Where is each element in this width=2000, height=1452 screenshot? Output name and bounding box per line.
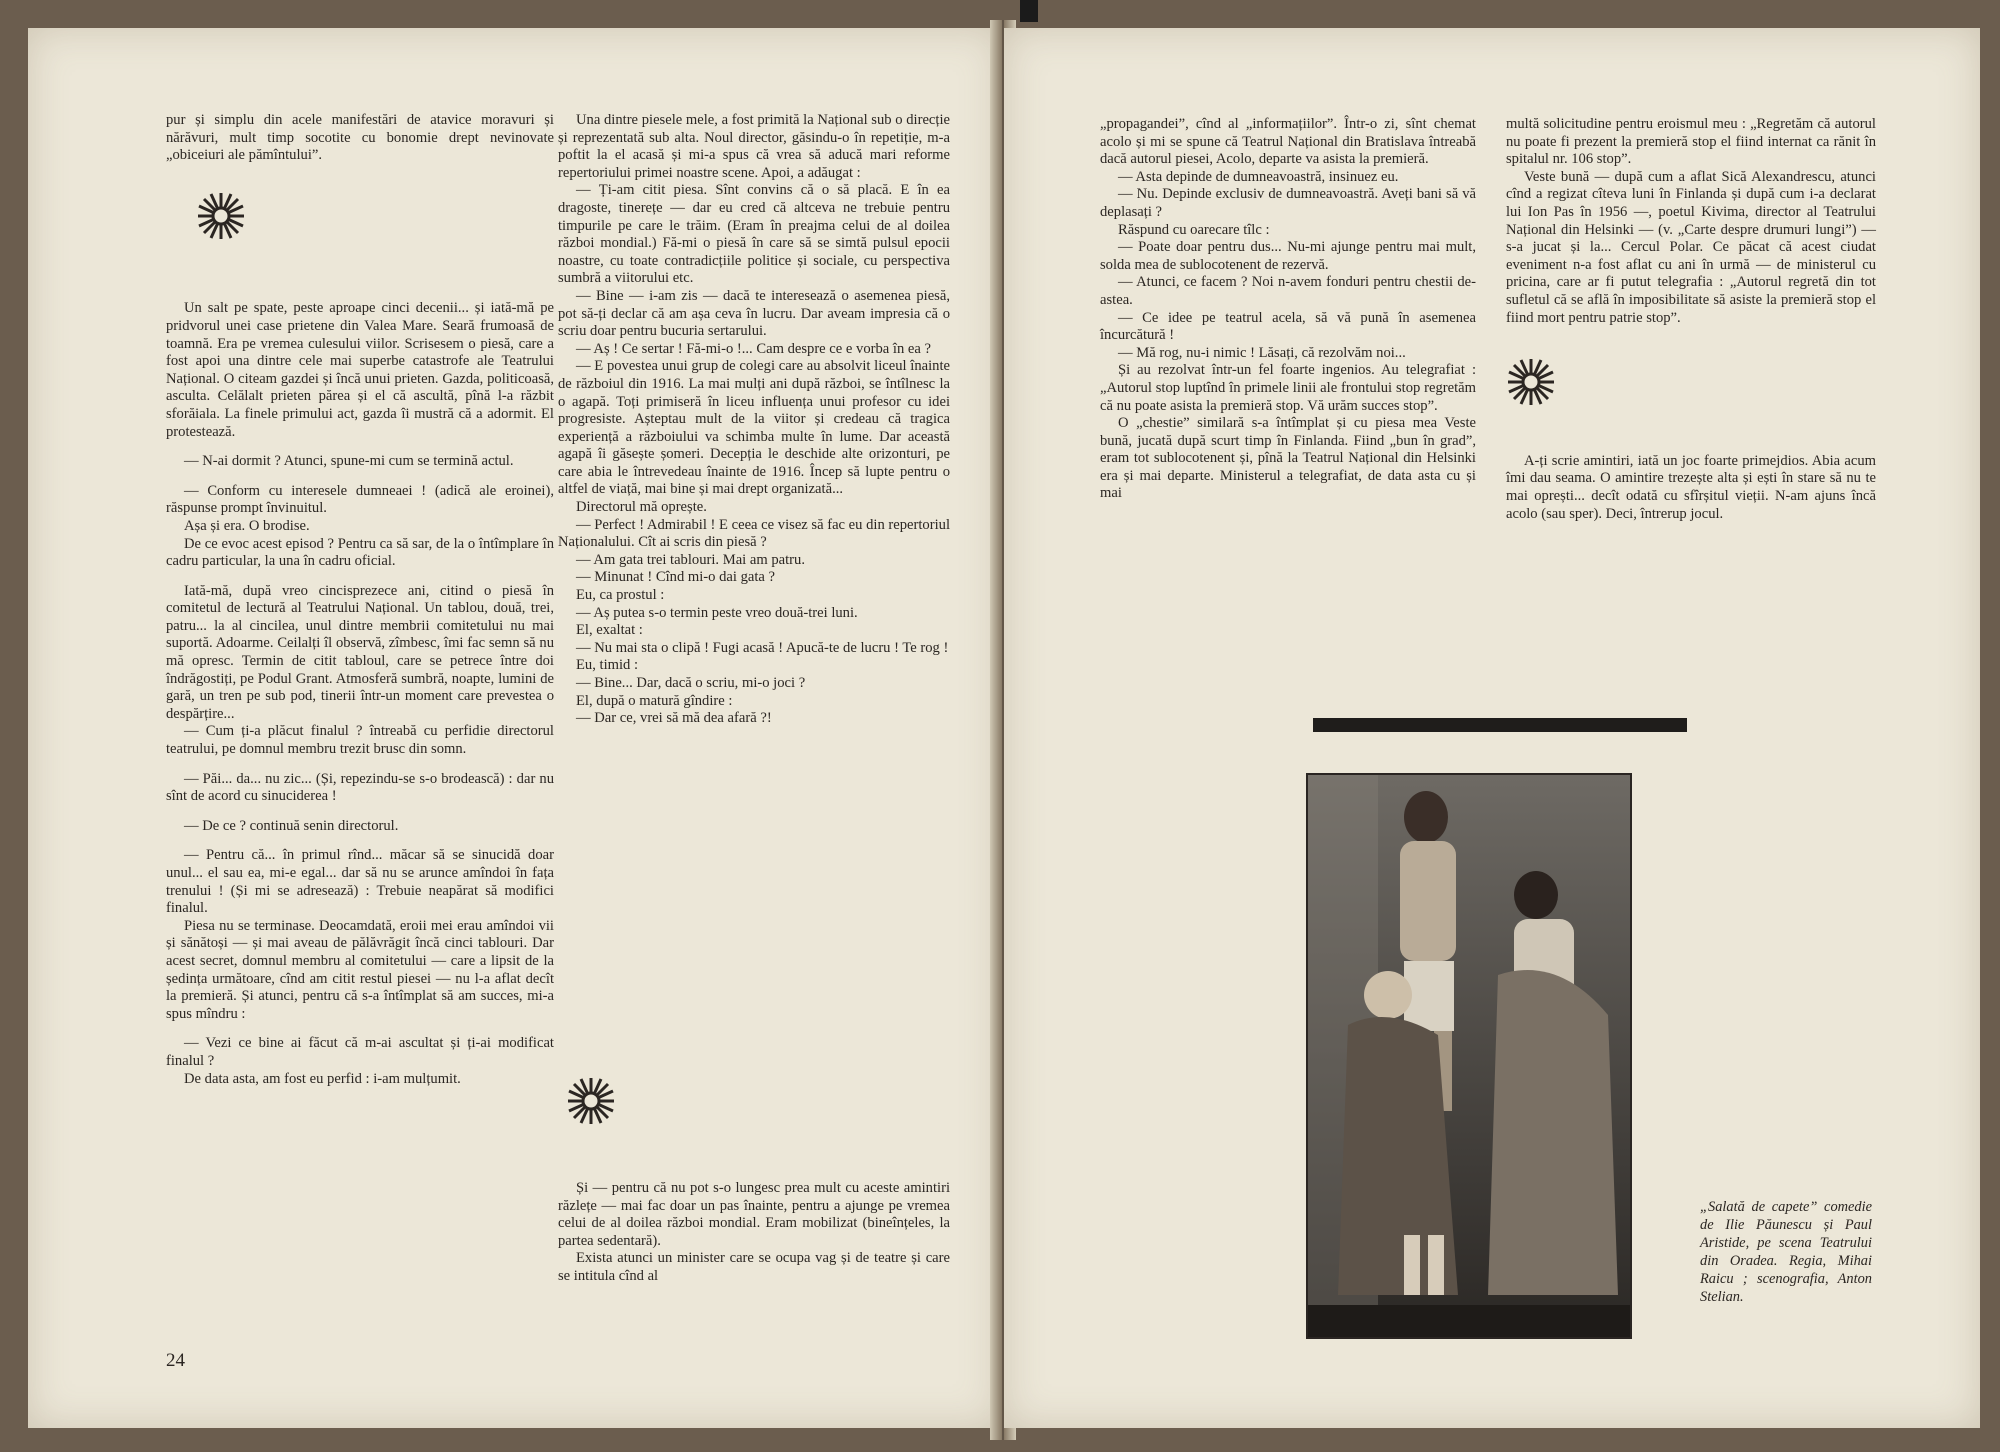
page-number: 24 — [166, 1350, 185, 1371]
paragraph: — Poate doar pentru dus... Nu-mi ajunge pentru mai mult, solda mea de sublocotenent de rezervă. — [1100, 239, 1476, 273]
paragraph: Așa și era. O brodise. — [184, 517, 310, 534]
paragraph: — N-ai dormit ? Atunci, spune-mi cum se termină actul. — [184, 453, 514, 470]
paragraph: Și — pentru că nu pot s-o lungesc prea mult cu aceste amintiri răzlețe — mai fac doar un pas înainte, pentru a ajunge pe vremea celui de al doilea război mondial. Eram mobilizat (bineînțeles, la partea sedentară). — [558, 1180, 950, 1249]
paragraph: El, exaltat : — [576, 622, 643, 639]
paragraph: — Mă rog, nu-i nimic ! Lăsați, că rezolvăm noi... — [1118, 344, 1406, 361]
paragraph: Directorul mă oprește. — [576, 499, 707, 516]
paragraph: A-ți scrie amintiri, iată un joc foarte primejdios. Abia acum îmi dau seama. O amintire trezește alta și ești în stare să nu te mai oprești... decît odată cu sfîrșitul vieții. N-am ajuns încă acolo (sau sper). Deci, întrerup jocul. — [1506, 452, 1876, 522]
paragraph: — Nu mai sta o clipă ! Fugi acasă ! Apucă-te de lucru ! Te rog ! — [576, 639, 949, 656]
paragraph: — Am gata trei tablouri. Mai am patru. — [576, 551, 805, 568]
paragraph: Iată-mă, după vreo cincisprezece ani, citind o piesă în comitetul de lectură al Teatrului Național. Un tablou, două, trei, patru... la al cincilea, unul dintre membrii comitetului nu mai suportă. Adoarme. Ceilalți îl observă, zîmbesc, îmi fac semn să nu mă opresc. Termin de citit tabloul, care se petrece între doi îndrăgostiți, pe Podul Grant. Atmosferă sumbră, noapte, lumini de gară, un tren pe sub pod, tinerii într-un moment care prevestea o despărțire... — [166, 582, 554, 722]
left-column-2 — [558, 112, 950, 728]
paragraph: Una dintre piesele mele, a fost primită la Național sub o direcție și reprezentată sub alta. Noul director, găsindu-o în repetiție, m-a poftit la el acasă și mi-a spus că vrea să aducă mari reforme repertoriului primei noastre scene. Apoi, a adăugat : — [558, 112, 950, 181]
paragraph: — Atunci, ce facem ? Noi n-avem fonduri pentru chestii de-astea. — [1100, 274, 1476, 308]
paragraph: — E povestea unui grup de colegi care au absolvit liceul înainte de războiul din 1916. La mai mulți ani după război, se întîlnesc la o agapă. Toți primiseră în liceu influența unui profesor cu idei progresiste. Așteptau mult de la viitor și credeau că tragica experiență a războiului va schimba multe în lume. Dar această agapă îi găsește șomeri. Decepția le deschide alte orizonturi, pe care abia le întrevedeau înainte de 1916. Încep să lupte pentru o altfel de viață, mai bine și mai drept organizată... — [558, 358, 950, 498]
left-column-2-bottom — [558, 1180, 950, 1286]
paragraph: — Vezi ce bine ai făcut că m-ai ascultat și ți-ai modificat finalul ? — [166, 1035, 554, 1069]
paragraph: O „chestie” similară s-a întîmplat și cu piesa mea Veste bună, jucată după scurt timp în Finlanda. Fiind „bun în grad”, eram tot sublocotenent și, pînă la Teatrul Național din Helsinki era și mai departe. Ministerul a telegrafiat, de data asta cu și mai — [1100, 415, 1476, 502]
sun-ornament-icon — [1506, 327, 1876, 453]
paragraph: — De ce ? continuă senin directorul. — [184, 817, 399, 834]
sun-ornament-icon — [536, 1050, 616, 1161]
paragraph: — Perfect ! Admirabil ! E ceea ce visez să fac eu din repertoriul Naționalului. Cît ai scris din piesă ? — [558, 516, 950, 551]
binding-tape — [1020, 0, 1038, 22]
sun-ornament-icon — [166, 165, 554, 277]
paragraph: De ce evoc acest episod ? Pentru ca să sar, de la o întîmplare în cadru particular, la una în cadru oficial. — [166, 535, 554, 570]
paragraph: — Bine... Dar, dacă o scriu, mi-o joci ? — [576, 675, 806, 691]
paragraph: — Nu. Depinde exclusiv de dumneavoastră. Aveți bani să vă deplasați ? — [1100, 186, 1476, 220]
paragraph: Și au rezolvat într-un fel foarte ingenios. Au telegrafiat : „Autorul stop luptînd în primele linii ale frontului stop regretăm că nu poate asista la premieră stop. Vă urăm succes stop”. — [1100, 362, 1476, 414]
paragraph: — Aș ! Ce sertar ! Fă-mi-o !... Cam despre ce e vorba în ea ? — [576, 340, 931, 357]
photo-caption: „Salată de capete” comedie de Ilie Păunescu și Paul Aristide, pe scena Teatrului din Oradea. Regia, Mihai Raicu ; scenografia, Anton Stelian. — [1700, 1199, 1872, 1305]
paragraph: Un salt pe spate, peste aproape cinci decenii... și iată-mă pe pridvorul unei case prietene din Valea Mare. Seară frumoasă de toamnă. Era pe vremea culesului viilor. Scrisesem o piesă, care a fost apoi una dintre cele mai superbe catastrofe ale Teatrului Național. O citeam gazdei și încă unui prieten. Gazda, politicoasă, asculta. Celălalt prieten părea și el că ascultă, pînă l-a răzbit sforăiala. La finele primului act, gazda îi mustră că a adormit. El protestează. — [166, 300, 554, 440]
paragraph: Răspund cu oarecare tîlc : — [1118, 221, 1270, 238]
paragraph: Eu, timid : — [576, 657, 639, 674]
paragraph: Exista atunci un minister care se ocupa vag și de teatre și care se intitula cînd al — [558, 1250, 950, 1284]
paragraph: — Dar ce, vrei să mă dea afară ?! — [576, 710, 772, 727]
paragraph: Piesa nu se terminase. Deocamdată, eroii mei erau amîndoi vii și sănătoși — și mai aveau de pălăvrăgit încă cinci tablouri. Dar acest secret, domnul membru al comitetului — care a lipsit de la ședința următoare, cînd am citit restul piesei — nu l-a aflat decît la premieră. Și atunci, pentru că s-a întîmplat să am succes, mi-a spus mîndru : — [166, 917, 554, 1022]
left-page — [28, 28, 1000, 1428]
paragraph: „propagandei”, cînd al „informațiilor”. Într-o zi, sînt chemat acolo și mi se spune că Teatrul Național din Bratislava întreabă dacă autorul piesei, Acolo, departe va asista la premieră. — [1100, 116, 1476, 168]
paragraph: — Asta depinde de dumneavoastră, insinuez eu. — [1118, 168, 1399, 185]
paragraph: — Aș putea s-o termin peste vreo două-trei luni. — [576, 604, 858, 621]
paragraph: — Bine — i-am zis — dacă te interesează o asemenea piesă, pot să-ți declar că am așa ceva în lucru. Dar aveam impresia că o scriu doar pentru bucuria sertarului. — [558, 287, 950, 340]
theatre-photograph — [1306, 773, 1632, 1339]
separator-bar — [1313, 718, 1687, 732]
right-column-1 — [1100, 116, 1476, 503]
paragraph: — Pentru că... în primul rînd... măcar să se sinucidă doar unul... el sau ea, mi-e egal... dar să nu se arunce amîndoi în fața trenului ! (Și mi se adresează) : Trebuie neapărat să modifici finalul. — [166, 847, 554, 917]
paragraph: — Cum ți-a plăcut finalul ? întreabă cu perfidie directorul teatrului, pe domnul membru trezit brusc din somn. — [166, 723, 554, 758]
paragraph: — Conform cu interesele dumneaei ! (adică ale eroinei), răspunse prompt învinuitul. — [166, 482, 554, 517]
paragraph: — Ți-am citit piesa. Sînt convins că o să placă. E în ea dragoste, tinerețe — dar eu cred că altceva ne trebuie pentru timpurile pe care le trăim. (Eram în preajma celui de al doilea război mondial.) Fă-mi o piesă în care să se simtă pulsul epocii noastre, cu toate contradicțiile politice și sociale, cu perspectiva sumbră a viitorului etc. — [558, 182, 950, 287]
paragraph: Eu, ca prostul : — [576, 587, 665, 604]
paragraph: — Ce idee pe teatrul acela, să vă pună în asemenea încurcătură ! — [1100, 309, 1476, 344]
paragraph: multă solicitudine pentru eroismul meu : „Regretăm că autorul nu poate fi prezent la premieră stop el fiind internat ca rănit în spitalul nr. 106 stop”. — [1506, 116, 1876, 168]
paragraph: pur și simplu din acele manifestări de atavice moravuri și nărăvuri, mult timp socotite cu bonomie drept nevinovate „obiceiuri ale pămîntului”. — [166, 112, 554, 164]
paragraph: De data asta, am fost eu perfid : i-am mulțumit. — [184, 1070, 461, 1087]
paragraph: Veste bună — după cum a aflat Sică Alexandrescu, atunci cînd a regizat cîteva luni în Finlanda și după cum i-a declarat lui Ion Pas în 1956 —, poetul Kivima, director al Teatrului Național din Helsinki — (v. „Carte despre drumuri lungi”) — s-a jucat și la... Cercul Polar. Ce păcat că acest ciudat eveniment n-a fost aflat cu ani în urmă — de ministerul cu pricina, care ar fi putut telegrafia : „Autorul regretă din tot sufletul că se află în imposibilitate să asiste la premieră stop el fiind mort pentru patrie stop”. — [1506, 168, 1876, 326]
left-column-1 — [166, 112, 554, 1100]
right-page — [1004, 28, 1980, 1428]
paragraph: — Păi... da... nu zic... (Și, repezindu-se s-o brodească) : dar nu sînt de acord cu sinuciderea ! — [166, 770, 554, 805]
right-column-2 — [1506, 116, 1876, 523]
paragraph: — Minunat ! Cînd mi-o dai gata ? — [576, 569, 776, 586]
paragraph: El, după o matură gîndire : — [576, 692, 733, 709]
